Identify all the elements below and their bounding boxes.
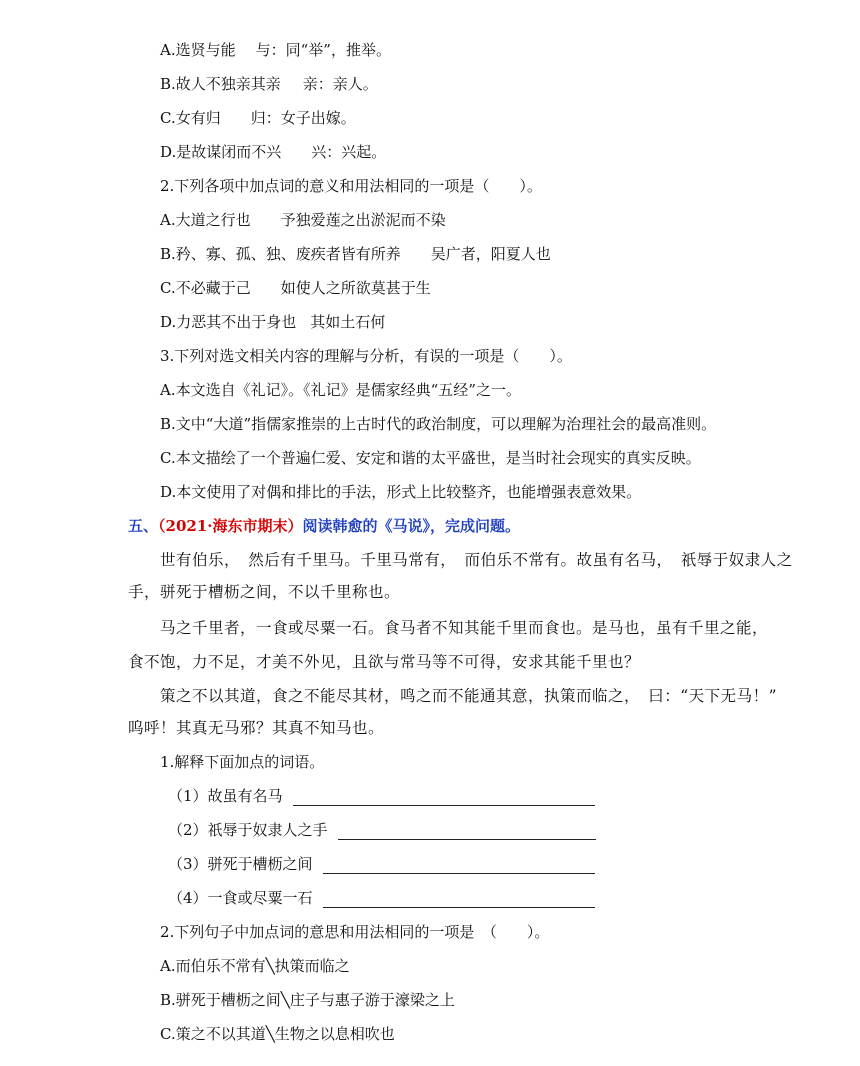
answer-blank[interactable]	[323, 857, 595, 874]
section-title: 阅读韩愈的《马说》，完成问题。	[302, 517, 521, 535]
q3-option-b: B.文中“大道”指儒家推崇的上古时代的政治制度，可以理解为治理社会的最高准则。	[160, 415, 717, 433]
s5q2-option-c: C.策之不以其道╲生物之以息相吹也	[160, 1025, 395, 1043]
answer-blank[interactable]	[293, 789, 595, 806]
option-compare: 予独爱莲之出淤泥而不染	[280, 211, 446, 229]
passage-line: 世有伯乐， 然后有千里马。千里马常有， 而伯乐不常有。故虽有名马， 祇辱于奴隶人之	[160, 551, 793, 569]
passage-line: 策之不以其道，食之不能尽其材，鸣之而不能通其意，执策而临之， 曰：“天下无马！”	[160, 687, 778, 705]
option-compare: 其如土石何	[310, 313, 386, 331]
passage-line: 手，骈死于槽枥之间，不以千里称也。	[128, 583, 401, 601]
item-label: （1）故虽有名马	[168, 787, 283, 805]
item-label: （3）骈死于槽枥之间	[168, 855, 313, 873]
item-label: （4）一食或尽粟一石	[168, 889, 313, 907]
option-gloss: 兴：兴起。	[311, 143, 387, 161]
q2-option-c	[160, 278, 431, 298]
option-text: A.大道之行也	[160, 211, 251, 229]
s5q2-option-b: B.骈死于槽枥之间╲庄子与惠子游于濠梁之上	[160, 991, 455, 1009]
option-text: D.力恶其不出于身也	[160, 313, 297, 331]
source-tag: （2021·海东市期末）	[158, 517, 303, 535]
q2-stem: 2.下列各项中加点词的意义和用法相同的一项是（ ）。	[160, 177, 542, 195]
s5q1-item-3	[168, 854, 595, 874]
option-text: B.矜、寡、孤、独、废疾者皆有所养	[160, 245, 401, 263]
option-gloss: 亲：亲人。	[302, 75, 378, 93]
s5q1-stem: 1.解释下面加点的词语。	[160, 753, 325, 771]
option-text: C.不必藏于己	[160, 279, 251, 297]
passage-line: 食不饱，力不足，才美不外见，且欲与常马等不可得，安求其能千里也？	[128, 653, 641, 671]
s5q1-item-2	[168, 820, 596, 840]
q1-option-a	[160, 40, 391, 60]
q3-option-a: A.本文选自《礼记》。《礼记》是儒家经典“五经”之一。	[160, 381, 521, 399]
item-label: （2）祇辱于奴隶人之手	[168, 821, 328, 839]
q1-option-b	[160, 74, 378, 94]
s5q2-stem: 2.下列句子中加点词的意思和用法相同的一项是 （ ）。	[160, 923, 550, 941]
option-text: D.是故谋闭而不兴	[160, 143, 282, 161]
s5q1-item-4	[168, 888, 595, 908]
q3-option-d: D.本文使用了对偶和排比的手法，形式上比较整齐，也能增强表意效果。	[160, 483, 642, 501]
option-compare: 吴广者，阳夏人也	[430, 245, 551, 263]
q1-option-d	[160, 142, 386, 162]
q3-stem: 3.下列对选文相关内容的理解与分析，有误的一项是（ ）。	[160, 347, 572, 365]
answer-blank[interactable]	[323, 891, 595, 908]
option-compare: 如使人之所欲莫甚于生	[280, 279, 431, 297]
section-number: 五、	[128, 517, 159, 535]
q2-option-b	[160, 244, 551, 264]
q2-option-a	[160, 210, 446, 230]
option-text: C.女有归	[160, 109, 221, 127]
option-text: A.选贤与能	[160, 41, 236, 59]
s5q2-option-a: A.而伯乐不常有╲执策而临之	[160, 957, 350, 975]
passage-line: 呜呼！其真无马邪？其真不知马也。	[128, 719, 385, 737]
passage-line: 马之千里者，一食或尽粟一石。食马者不知其能千里而食也。是马也，虽有千里之能，	[160, 619, 769, 637]
q3-option-c: C.本文描绘了一个普遍仁爱、安定和谐的太平盛世，是当时社会现实的真实反映。	[160, 449, 701, 467]
q1-option-c	[160, 108, 356, 128]
option-gloss: 与：同“举”，推举。	[255, 41, 391, 59]
s5q1-item-1	[168, 786, 595, 806]
option-gloss: 归：女子出嫁。	[250, 109, 356, 127]
q2-option-d	[160, 312, 385, 332]
section-heading	[128, 516, 520, 536]
option-text: B.故人不独亲其亲	[160, 75, 281, 93]
answer-blank[interactable]	[338, 823, 596, 840]
